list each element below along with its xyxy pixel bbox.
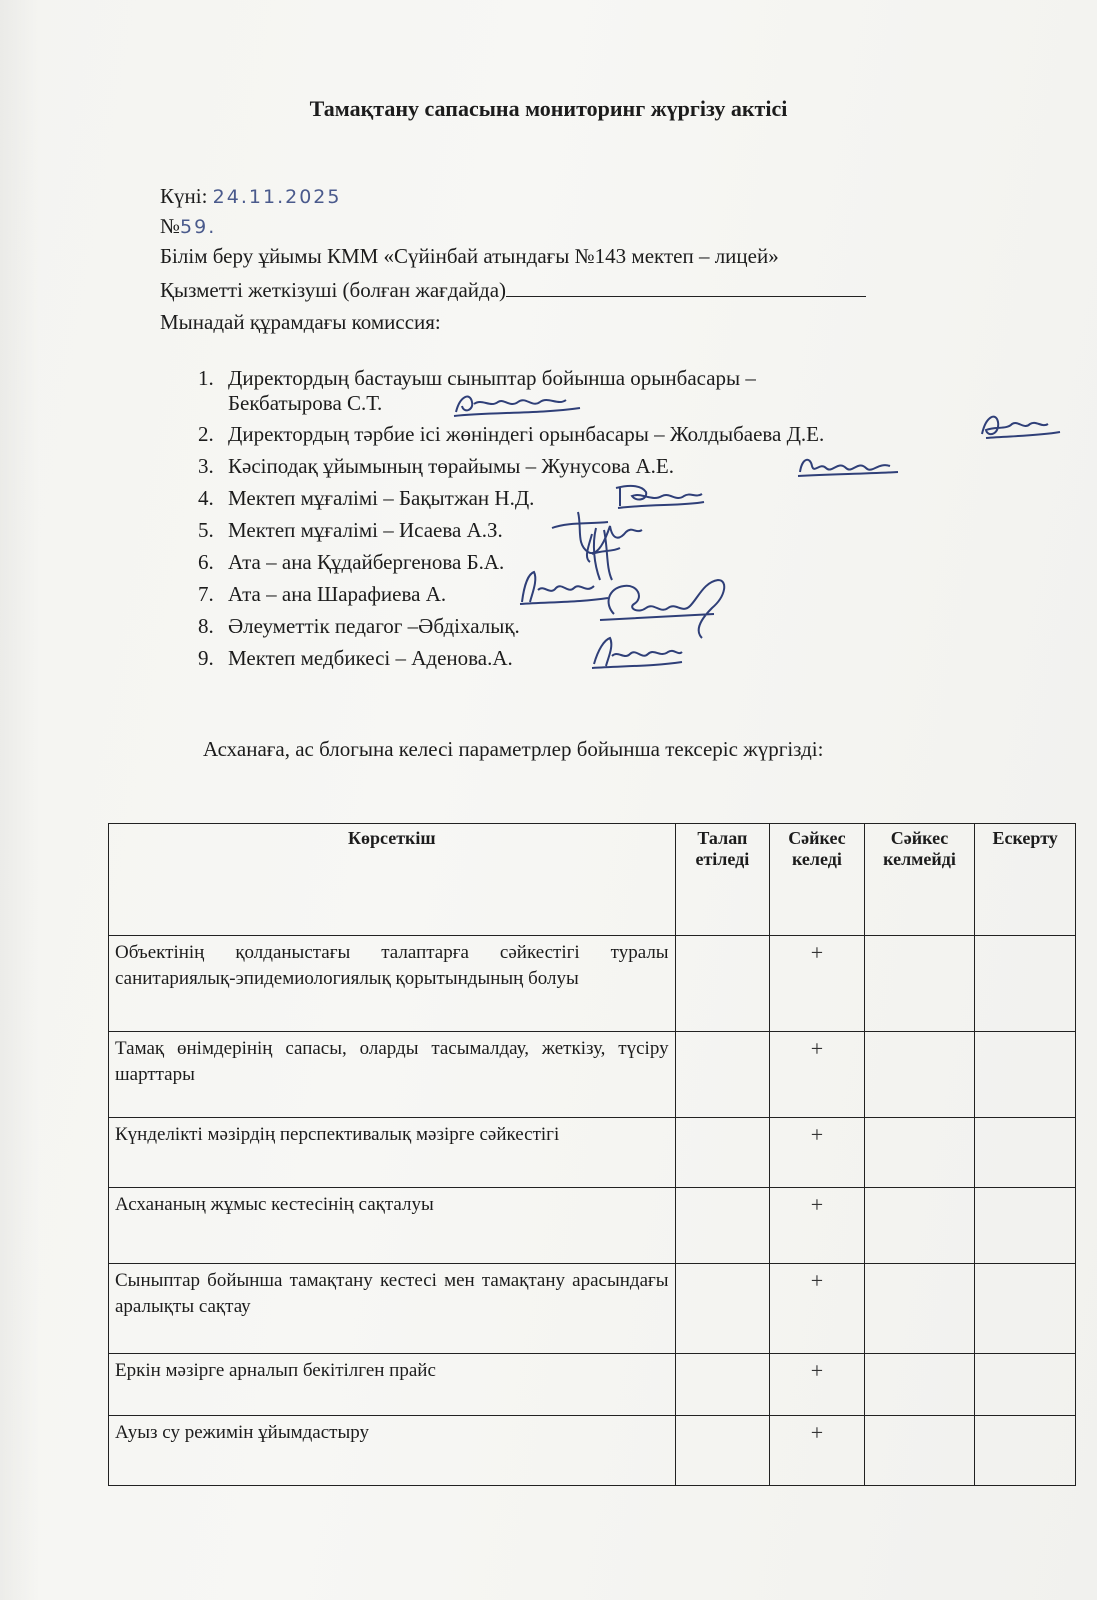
complies-cell: + [770,1032,865,1118]
member-item: 4. Мектеп мұғалімі – Бақытжан Н.Д. [198,486,824,518]
inspection-table [108,823,1076,1486]
supplier-line [160,278,866,303]
note-cell [975,1416,1076,1486]
member-text: Әлеуметтік педагог –Әбдіхалық. [228,614,520,638]
member-item: 3. Кәсіподақ ұйымының төрайымы – Жунусова А.Е. [198,454,824,486]
date-value: 24.11.2025 [212,186,342,208]
required-cell [675,1264,770,1354]
note-cell [975,1118,1076,1188]
supplier-label: Қызметті жеткізуші (болған жағдайда) [160,278,507,302]
member-item: 2. Директордың тәрбие ісі жөніндегі орынбасары – Жолдыбаева Д.Е. [198,422,824,454]
indicator-cell: Объектінің қолданыстағы талаптарға сәйкестігі туралы санитариялық-эпидемиологиялық қорытындының болуы [109,936,676,1032]
required-cell [675,1188,770,1264]
member-text: Ата – ана Шарафиева А. [228,582,447,606]
table-row [109,936,1076,1032]
indicator-cell: Асхананың жұмыс кестесінің сақталуы [109,1188,676,1264]
header-complies: Сәйкес келеді [770,824,865,936]
table-header-row [109,824,1076,936]
member-item: 9. Мектеп медбикесі – Аденова.А. [198,646,824,678]
member-text: Директордың бастауыш сыныптар бойынша орынбасары – [228,366,756,390]
member-item: 7. Ата – ана Шарафиева А. [198,582,824,614]
commission-members [198,366,824,678]
date-label: Күні: [160,184,208,208]
required-cell [675,1416,770,1486]
complies-cell: + [770,1118,865,1188]
member-text: Мектеп мұғалімі – Исаева А.З. [228,518,503,542]
not-complies-cell [864,936,975,1032]
member-item: 5. Мектеп мұғалімі – Исаева А.З. [198,518,824,550]
indicator-cell: Еркін мәзірге арналып бекітілген прайс [109,1354,676,1416]
member-text: Кәсіподақ ұйымының төрайымы – Жунусова А.Е. [228,454,674,478]
signature-image [586,630,686,674]
note-cell [975,1264,1076,1354]
member-text: Мектеп медбикесі – Аденова.А. [228,646,513,670]
signature-image [448,386,588,422]
indicator-cell: Ауыз су режимін ұйымдастыру [109,1416,676,1486]
not-complies-cell [864,1188,975,1264]
document-title: Тамақтану сапасына мониторинг жүргізу актісі [309,96,788,121]
complies-cell: + [770,1354,865,1416]
inspection-intro: Асханаға, ас блогына келесі параметрлер бойынша тексеріс жүргізді: [203,737,824,761]
supplier-blank [506,278,866,297]
date-line [160,184,341,209]
header-not-complies: Сәйкес келмейді [864,824,975,936]
not-complies-cell [864,1264,975,1354]
not-complies-cell [864,1032,975,1118]
note-cell [975,1032,1076,1118]
header-note: Ескерту [975,824,1076,936]
not-complies-cell [864,1354,975,1416]
member-item: 8. Әлеуметтік педагог –Әбдіхалық. [198,614,824,646]
note-cell [975,1188,1076,1264]
complies-cell: + [770,1264,865,1354]
not-complies-cell [864,1416,975,1486]
indicator-cell: Сыныптар бойынша тамақтану кестесі мен тамақтану арасындағы аралықты сақтау [109,1264,676,1354]
table-row [109,1354,1076,1416]
number-value: 59. [180,216,217,238]
member-name: Бекбатырова С.Т. [228,391,383,415]
complies-cell: + [770,936,865,1032]
indicator-cell: Күнделікті мәзірдің перспективалық мәзірге сәйкестігі [109,1118,676,1188]
table-row [109,1188,1076,1264]
page-shadow [0,0,40,1600]
organization-line: Білім беру ұйымы КММ «Сүйінбай атындағы №143 мектеп – лицей» [160,244,779,268]
required-cell [675,1354,770,1416]
indicator-cell: Тамақ өнімдерінің сапасы, оларды тасымалдау, жеткізу, түсіру шарттары [109,1032,676,1118]
member-text: Мектеп мұғалімі – Бақытжан Н.Д. [228,486,535,510]
signature-image [976,408,1066,448]
note-cell [975,1354,1076,1416]
table-row [109,1264,1076,1354]
complies-cell: + [770,1188,865,1264]
number-label: № [160,214,181,238]
not-complies-cell [864,1118,975,1188]
complies-cell: + [770,1416,865,1486]
table-row [109,1416,1076,1486]
required-cell [675,936,770,1032]
member-item: 1. Директордың бастауыш сыныптар бойынша орынбасары – Бекбатырова С.Т. [198,366,824,422]
required-cell [675,1032,770,1118]
number-line [160,214,216,239]
member-text: Ата – ана Құдайбергенова Б.А. [228,550,505,574]
member-item: 6. Ата – ана Құдайбергенова Б.А. [198,550,824,582]
table-row [109,1032,1076,1118]
commission-label: Мынадай құрамдағы комиссия: [160,310,441,334]
table-row [109,1118,1076,1188]
required-cell [675,1118,770,1188]
note-cell [975,936,1076,1032]
member-text: Директордың тәрбие ісі жөніндегі орынбасары – Жолдыбаева Д.Е. [228,422,825,446]
header-indicator: Көрсеткіш [109,824,676,936]
signature-image [794,448,904,482]
header-required: Талап етіледі [675,824,770,936]
